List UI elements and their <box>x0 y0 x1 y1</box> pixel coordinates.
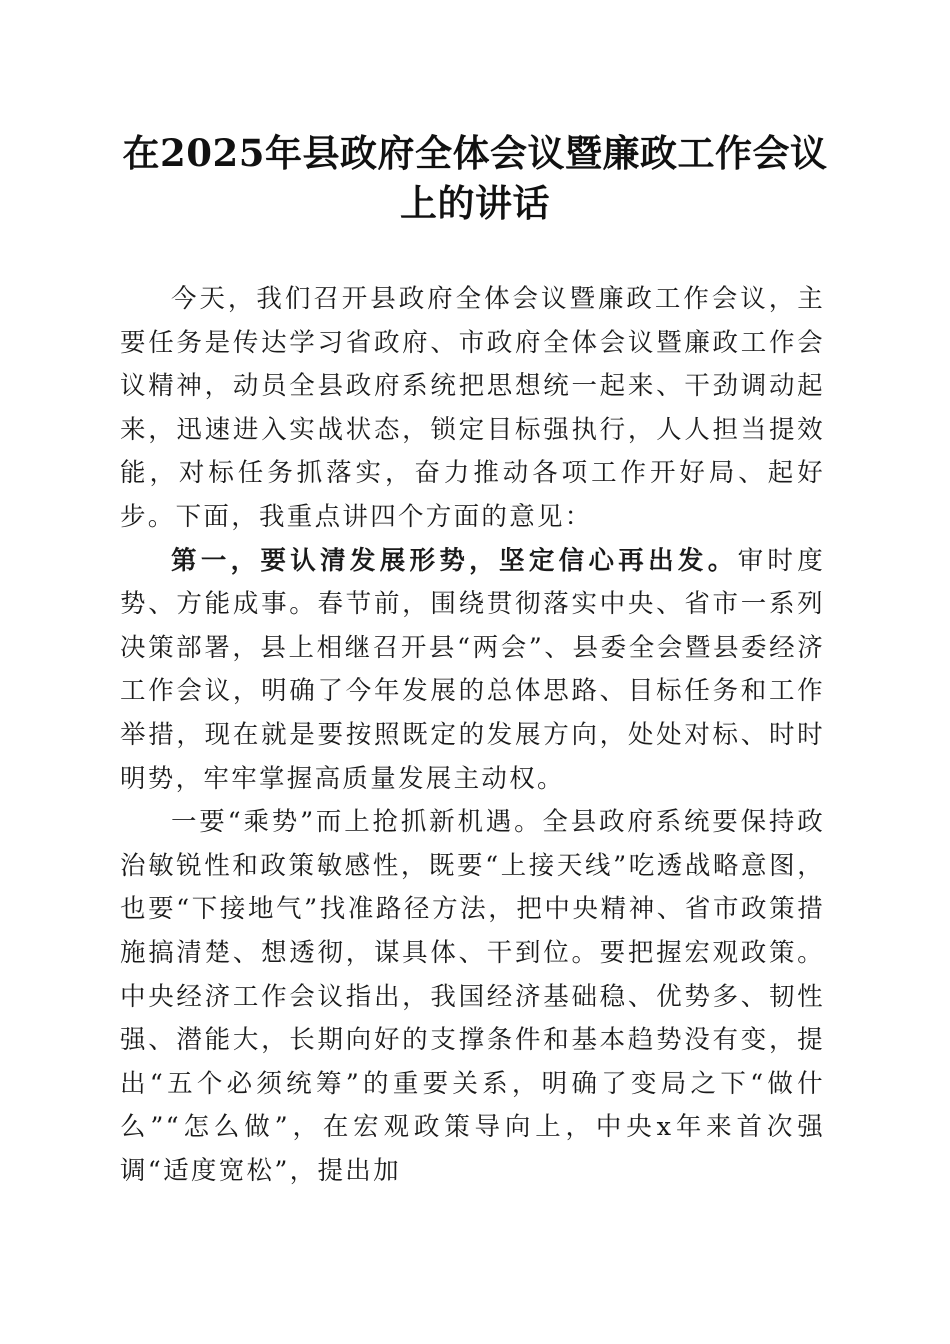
paragraph-point-one <box>120 801 825 1193</box>
paragraph-text: 今天，我们召开县政府全体会议暨廉政工作会议，主要任务是传达学习省政府、市政府全体会议暨廉政工作会议精神，动员全县政府系统把思想统一起来、干劲调动起来，迅速进入实战状态，锁定目标强执行，人人担当提效能，对标任务抓落实，奋力推动各项工作开好局、起好步。下面，我重点讲四个方面的意见： <box>120 284 825 532</box>
paragraph-section-one <box>120 540 825 802</box>
paragraph-text: 审时度势、方能成事。春节前，围绕贯彻落实中央、省市一系列决策部署，县上相继召开县“两会”、县委全会暨县委经济工作会议，明确了今年发展的总体思路、目标任务和工作举措，现在就是要按照既定的发展方向，处处对标、时时明势，牢牢掌握高质量发展主动权。 <box>120 545 825 794</box>
document-title: 在2025年县政府全体会议暨廉政工作会议上的讲话 <box>122 131 828 225</box>
paragraph-text: 一要“乘势”而上抢抓新机遇。全县政府系统要保持政治敏锐性和政策敏感性，既要“上接天线”吃透战略意图，也要“下接地气”找准路径方法，把中央精神、省市政策措施搞清楚、想透彻，谋具体、干到位。要把握宏观政策。中央经济工作会议指出，我国经济基础稳、优势多、韧性强、潜能大，长期向好的支撑条件和基本趋势没有变，提出“五个必须统筹”的重要关系，明确了变局之下“做什么”“怎么做”，在宏观政策导向上，中央x年来首次强调“适度宽松”，提出加 <box>120 807 825 1186</box>
paragraph-lead: 第一，要认清发展形势，坚定信心再出发。 <box>171 545 738 576</box>
paragraph-intro <box>120 278 825 540</box>
document-body <box>120 278 825 1193</box>
